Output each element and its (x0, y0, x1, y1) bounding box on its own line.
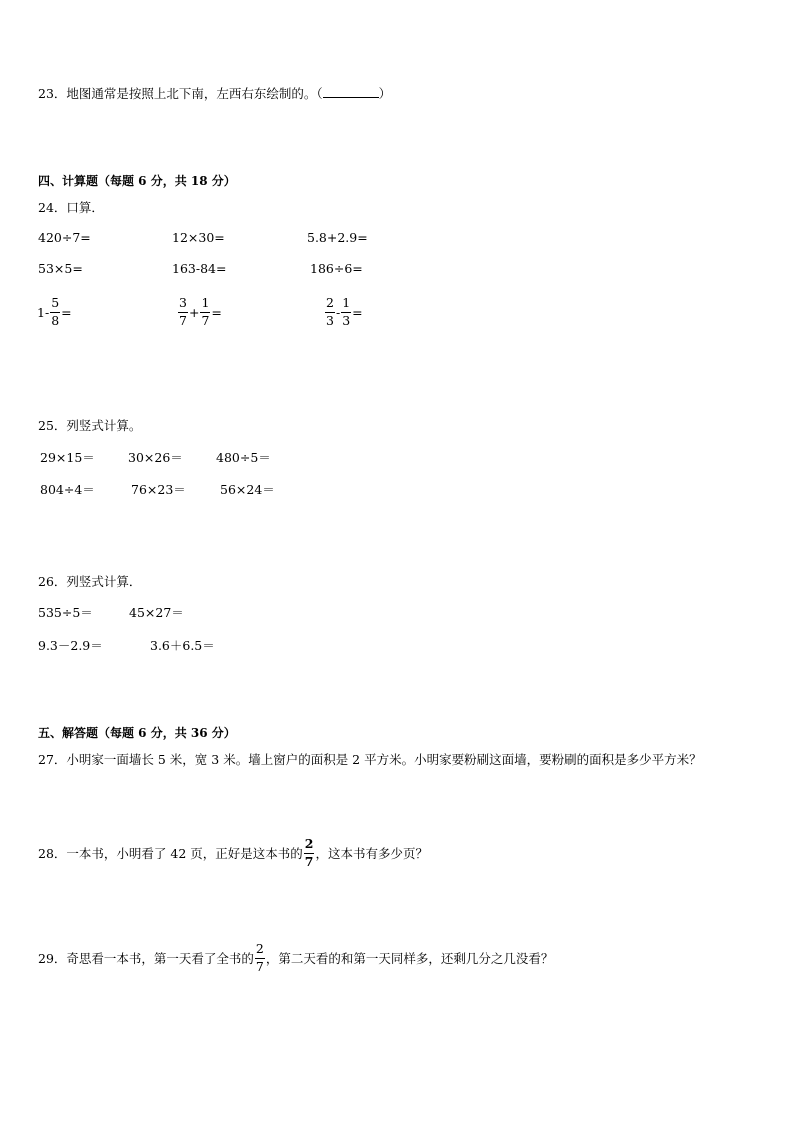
numerator: 1 (341, 297, 351, 313)
question-26-prompt (38, 572, 141, 590)
section-5-title: 五、解答题（每题 6 分，共 36 分） (38, 726, 236, 740)
question-25-prompt (38, 416, 141, 434)
vertical-calc-2-1: 804÷4＝ (40, 482, 95, 497)
vertical-calc-2-3: 56×24＝ (220, 482, 275, 497)
question-number: 26． (38, 574, 67, 589)
oral-calc-2-3: 186÷6= (310, 261, 363, 276)
fraction (304, 838, 315, 868)
operator: - (335, 304, 341, 320)
oral-calc-2-2: 163-84= (172, 261, 227, 276)
fraction (50, 297, 60, 327)
question-text-close: ） (378, 86, 392, 101)
vertical-calc2-2-2: 3.6＋6.5＝ (150, 638, 215, 653)
denominator: 7 (255, 958, 264, 974)
numerator: 3 (178, 297, 188, 313)
question-number: 29． (38, 951, 67, 966)
oral-calc-1-1: 420÷7= (38, 230, 91, 245)
vertical-calc2-1-2: 45×27＝ (129, 605, 184, 620)
question-number: 25． (38, 418, 67, 433)
question-text: 地图通常是按照上北下南，左西右东绘制的。（ (66, 86, 323, 101)
question-28 (38, 838, 428, 868)
vertical-calc2-1-1: 535÷5＝ (38, 605, 93, 620)
denominator: 7 (201, 312, 210, 328)
question-27 (38, 750, 702, 768)
oral-calc-fraction-1 (37, 297, 72, 327)
numerator: 2 (255, 943, 265, 959)
numerator: 2 (304, 838, 315, 854)
question-text-end: ，第二天看的和第一天同样多，还剩几分之几没看？ (265, 951, 554, 966)
question-24-prompt (38, 198, 104, 216)
fraction (341, 297, 351, 327)
denominator: 7 (304, 853, 314, 869)
numerator: 1 (200, 297, 210, 313)
question-number: 27． (38, 752, 67, 767)
oral-calc-fraction-3 (324, 297, 363, 327)
oral-calc-1-3: 5.8+2.9= (307, 230, 368, 245)
oral-calc-2-1: 53×5= (38, 261, 83, 276)
question-text: 一本书，小明看了 42 页，正好是这本书的 (66, 846, 303, 861)
section-4-title: 四、计算题（每题 6 分，共 18 分） (38, 174, 236, 188)
numerator: 2 (325, 297, 335, 313)
expr-part: = (352, 304, 363, 320)
expr-part: = (211, 304, 222, 320)
vertical-calc-2-2: 76×23＝ (131, 482, 186, 497)
question-text: 小明家一面墙长 5 米，宽 3 米。墙上窗户的面积是 2 平方米。小明家要粉刷这面墙，要粉刷的面积是多少平方米？ (66, 752, 702, 767)
vertical-calc-1-1: 29×15＝ (40, 450, 95, 465)
operator: + (188, 304, 200, 320)
question-text: 奇思看一本书，第一天看了全书的 (66, 951, 254, 966)
oral-calc-fraction-2 (177, 297, 222, 327)
answer-blank[interactable] (323, 87, 379, 98)
denominator: 7 (179, 312, 187, 328)
vertical-calc-1-3: 480÷5＝ (216, 450, 271, 465)
question-text: 口算． (66, 200, 104, 215)
question-text: 列竖式计算． (66, 574, 142, 589)
fraction (178, 297, 188, 327)
denominator: 8 (51, 312, 60, 328)
denominator: 3 (326, 312, 334, 328)
question-number: 23． (38, 86, 67, 101)
question-29 (38, 943, 553, 973)
expr-part: = (61, 304, 72, 320)
question-23 (38, 84, 391, 102)
question-text: 列竖式计算。 (66, 418, 142, 433)
fraction (200, 297, 210, 327)
question-number: 28． (38, 846, 67, 861)
fraction (325, 297, 335, 327)
question-number: 24． (38, 200, 67, 215)
question-text-end: ，这本书有多少页？ (315, 846, 428, 861)
oral-calc-1-2: 12×30= (172, 230, 225, 245)
expr-part: 1- (37, 304, 50, 320)
denominator: 3 (342, 312, 351, 328)
vertical-calc2-2-1: 9.3－2.9＝ (38, 638, 103, 653)
fraction (255, 943, 265, 973)
vertical-calc-1-2: 30×26＝ (128, 450, 183, 465)
numerator: 5 (50, 297, 60, 313)
